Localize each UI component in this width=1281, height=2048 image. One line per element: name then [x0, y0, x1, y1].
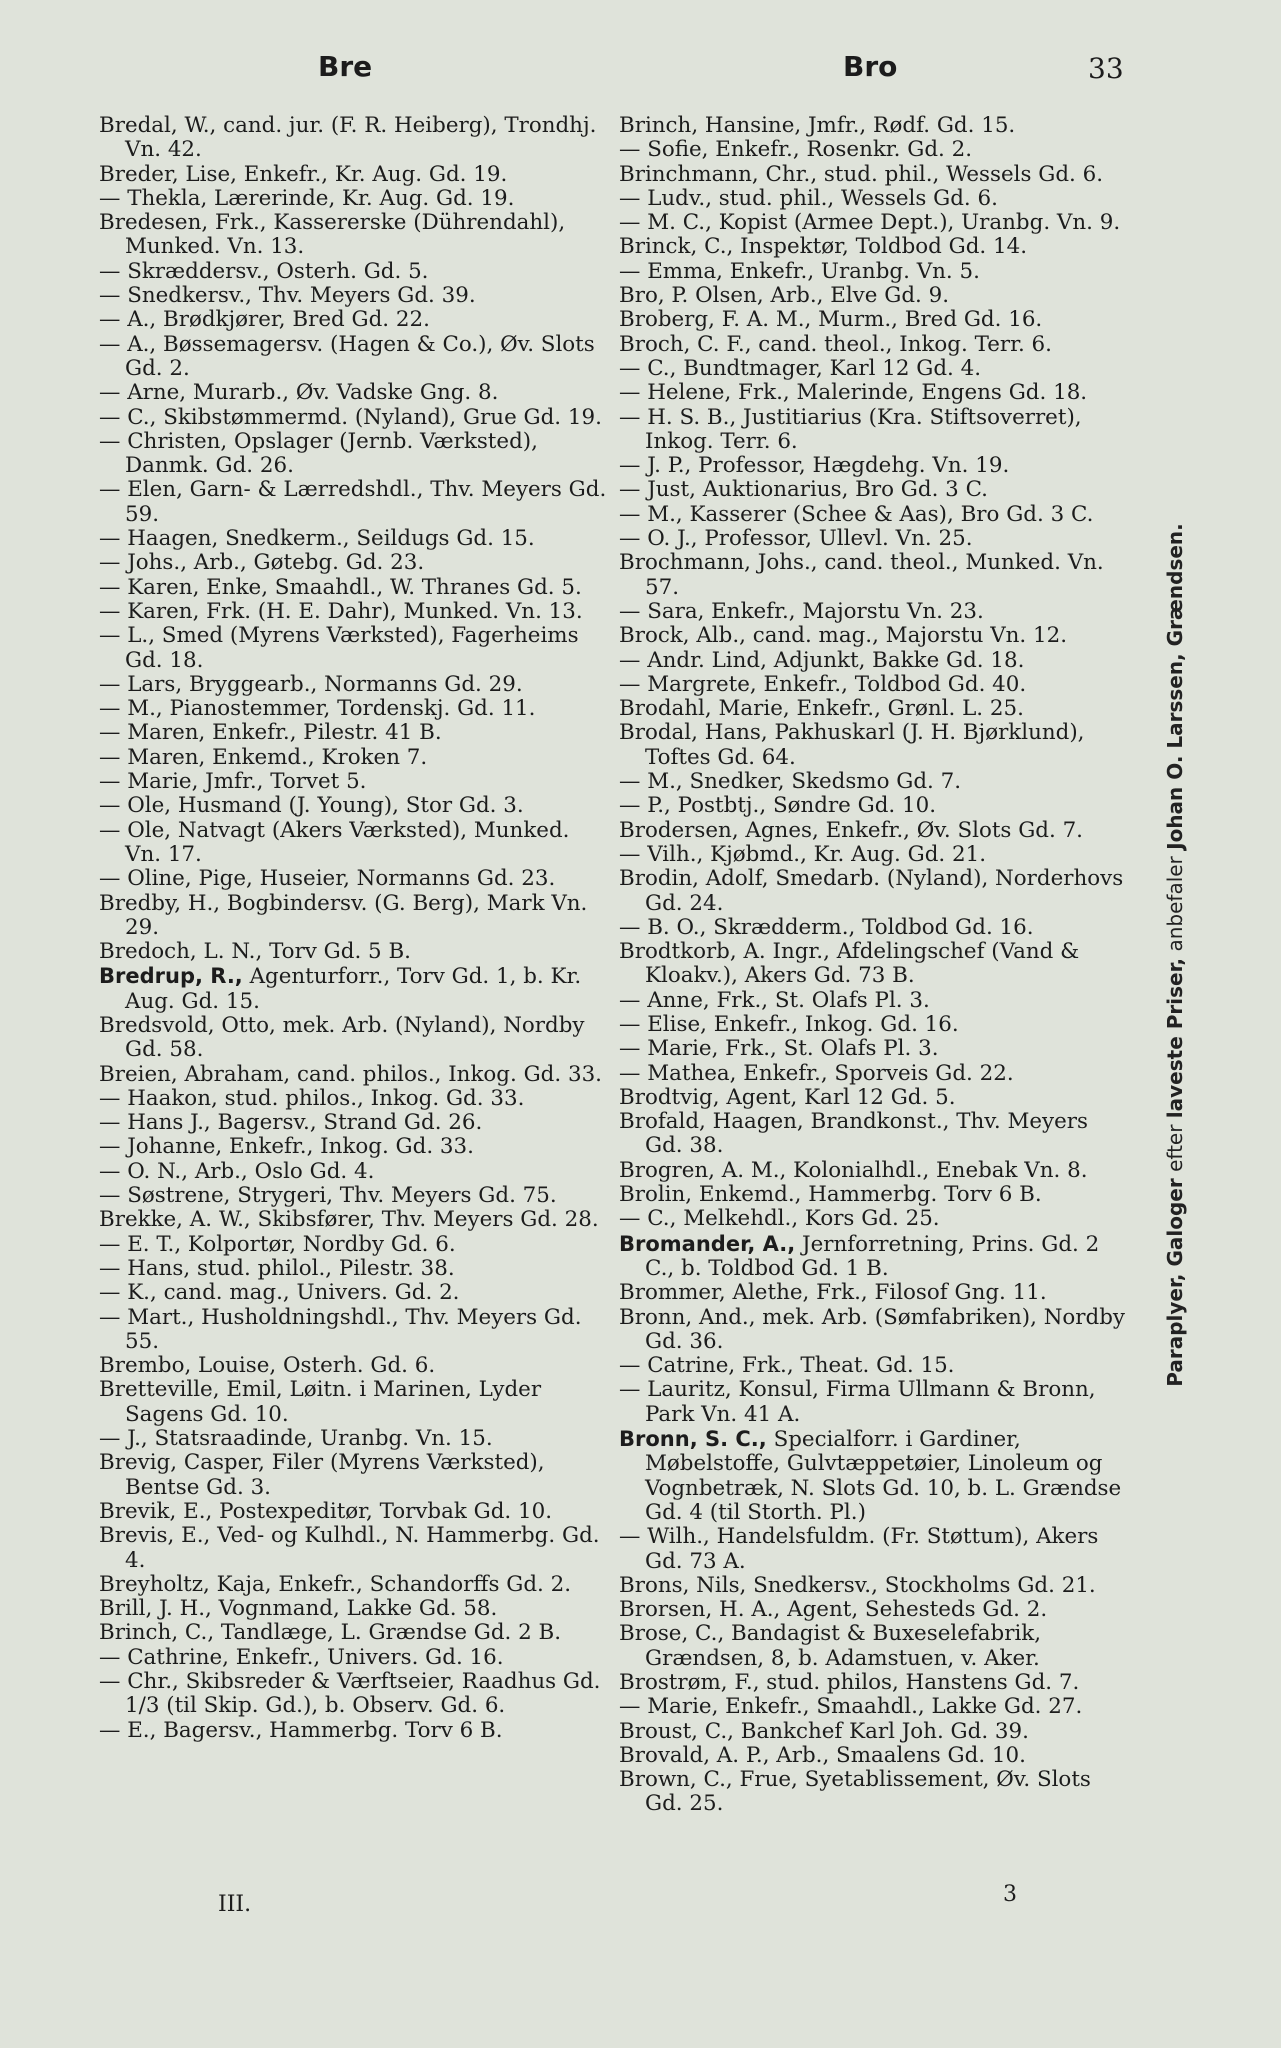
entry-text: — Emma, Enkefr., Uranbg. Vn. 5. — [619, 258, 980, 284]
directory-entry — [99, 1500, 607, 1524]
directory-entry — [99, 333, 607, 382]
directory-entry — [619, 406, 1127, 455]
directory-entry — [99, 114, 607, 163]
entry-text: Broberg, F. A. M., Murm., Bred Gd. 16. — [619, 307, 1043, 333]
entry-text: — Marie, Enkefr., Smaahdl., Lakke Gd. 27. — [619, 1694, 1083, 1720]
directory-entry — [99, 721, 607, 745]
entry-text: — Elise, Enkefr., Inkog. Gd. 16. — [619, 1011, 959, 1037]
entry-text: — Cathrine, Enkefr., Univers. Gd. 16. — [99, 1644, 504, 1670]
entry-text: — M., Snedker, Skedsmo Gd. 7. — [619, 769, 962, 795]
entry-bold-name: Bronn, S. C., — [619, 1427, 767, 1452]
directory-entry — [619, 381, 1127, 405]
entry-text: — Anne, Frk., St. Olafs Pl. 3. — [619, 987, 930, 1013]
directory-entry — [619, 260, 1127, 284]
entry-bold-name: Bredrup, R., — [99, 964, 243, 989]
entry-text: — Sofie, Enkefr., Rosenkr. Gd. 2. — [619, 137, 973, 163]
entry-text: — Lauritz, Konsul, Firma Ullmann & Bronn, Park Vn. 41 A. — [619, 1377, 1096, 1427]
directory-entry — [99, 1621, 607, 1645]
directory-entry — [619, 114, 1127, 138]
entry-text: Brinchmann, Chr., stud. phil., Wessels Gd. 6. — [619, 161, 1104, 187]
entry-text: — A., Brødkjører, Bred Gd. 22. — [99, 307, 430, 333]
entry-text: Brodahl, Marie, Enkefr., Grønl. L. 25. — [619, 696, 1024, 722]
directory-entry — [99, 576, 607, 600]
entry-text: — C., Melkehdl., Kors Gd. 25. — [619, 1206, 940, 1232]
directory-entry — [99, 867, 607, 891]
directory-entry — [619, 138, 1127, 162]
directory-entry — [99, 430, 607, 479]
directory-entry — [619, 1086, 1127, 1110]
entry-text: Brofald, Haagen, Brandkonst., Thv. Meyers Gd. 38. — [619, 1109, 1088, 1159]
footer-signature-mark: III. — [218, 1892, 252, 1917]
directory-entry — [99, 697, 607, 721]
directory-entry — [99, 478, 607, 527]
directory-entry — [99, 1014, 607, 1063]
left-column — [99, 114, 607, 1743]
directory-entry — [619, 163, 1127, 187]
directory-entry — [619, 916, 1127, 940]
directory-entry — [99, 284, 607, 308]
entry-text: Brinck, C., Inspektør, Toldbod Gd. 14. — [619, 234, 1028, 260]
entry-text: Bredesen, Frk., Kassererske (Dührendahl), Munked. Vn. 13. — [99, 210, 566, 260]
entry-text: Brodin, Adolf, Smedarb. (Nyland), Norderhovs Gd. 24. — [619, 866, 1124, 916]
directory-entry — [619, 1744, 1127, 1768]
ad-normal-1: efter — [1163, 1118, 1187, 1179]
directory-entry — [619, 454, 1127, 478]
entry-text: — M. C., Kopist (Armee Dept.), Uranbg. Vn. 9. — [619, 210, 1121, 236]
directory-entry — [619, 1574, 1127, 1598]
directory-entry — [99, 1646, 607, 1670]
entry-text: Brinch, C., Tandlæge, L. Grændse Gd. 2 B. — [99, 1620, 562, 1646]
directory-entry — [99, 673, 607, 697]
footer-sheet-number: 3 — [1003, 1882, 1017, 1907]
entry-text: Brommer, Alethe, Frk., Filosof Gng. 11. — [619, 1280, 1047, 1306]
directory-entry — [99, 600, 607, 624]
directory-entry — [619, 1427, 1127, 1525]
directory-entry — [619, 1622, 1127, 1671]
ad-normal-2: anbefaler — [1163, 849, 1187, 958]
entry-text: — M., Kasserer (Schee & Aas), Bro Gd. 3 C. — [619, 501, 1094, 527]
entry-text: — Lars, Bryggearb., Normanns Gd. 29. — [99, 671, 523, 697]
directory-entry — [619, 721, 1127, 770]
directory-entry — [99, 1670, 607, 1719]
entry-text: Brodersen, Agnes, Enkefr., Øv. Slots Gd. 7. — [619, 817, 1083, 843]
entry-text: — Catrine, Frk., Theat. Gd. 15. — [619, 1353, 955, 1379]
entry-text: Brembo, Louise, Osterh. Gd. 6. — [99, 1353, 436, 1379]
entry-text: — A., Bøssemagersv. (Hagen & Co.), Øv. Slots Gd. 2. — [99, 331, 595, 381]
directory-entry — [99, 794, 607, 818]
directory-entry — [619, 1598, 1127, 1622]
directory-entry — [619, 843, 1127, 867]
entry-text: — Thekla, Lærerinde, Kr. Aug. Gd. 19. — [99, 185, 515, 211]
directory-entry — [99, 527, 607, 551]
entry-text: Agenturforr., Torv Gd. 1, b. Kr. Aug. Gd. 15. — [125, 964, 582, 1014]
directory-entry — [619, 551, 1127, 600]
entry-text: Brovald, A. P., Arb., Smaalens Gd. 10. — [619, 1742, 1026, 1768]
directory-entry — [99, 1111, 607, 1135]
entry-text: Broust, C., Bankchef Karl Joh. Gd. 39. — [619, 1718, 1029, 1744]
directory-entry — [619, 1110, 1127, 1159]
directory-entry — [619, 867, 1127, 916]
directory-entry — [619, 527, 1127, 551]
directory-entry — [619, 1525, 1127, 1574]
header-center-keyword: Bro — [843, 50, 898, 83]
entry-text: Brostrøm, F., stud. philos, Hanstens Gd. 7. — [619, 1670, 1080, 1695]
entry-text: Bro, P. Olsen, Arb., Elve Gd. 9. — [619, 283, 950, 309]
entry-text: Breyholtz, Kaja, Enkefr., Schandorffs Gd. 2. — [99, 1571, 572, 1597]
entry-text: Brinch, Hansine, Jmfr., Rødf. Gd. 15. — [619, 113, 1016, 138]
entry-text: — M., Pianostemmer, Tordenskj. Gd. 11. — [99, 696, 536, 722]
entry-text: Specialforr. i Gardiner, Møbelstoffe, Gulvtæppetøier, Linoleum og Vognbetræk, N. Slots Gd. 10, b. L. Grændse Gd. 4 (til Storth. Pl.) — [645, 1427, 1122, 1525]
entry-text: Brevis, E., Ved- og Kulhdl., N. Hammerbg. Gd. 4. — [99, 1523, 600, 1573]
directory-entry — [99, 1427, 607, 1451]
directory-entry — [619, 1768, 1127, 1817]
entry-text: — Maren, Enkefr., Pilestr. 41 B. — [99, 720, 442, 746]
entry-text: — Vilh., Kjøbmd., Kr. Aug. Gd. 21. — [619, 841, 987, 867]
directory-entry — [619, 989, 1127, 1013]
page-number: 33 — [1088, 52, 1124, 85]
directory-entry — [619, 649, 1127, 673]
directory-entry — [99, 1160, 607, 1184]
entry-text: — Ole, Husmand (J. Young), Stor Gd. 3. — [99, 793, 524, 819]
directory-entry — [99, 892, 607, 941]
directory-entry — [619, 1671, 1127, 1695]
directory-entry — [619, 770, 1127, 794]
directory-entry — [619, 308, 1127, 332]
entry-text: — Karen, Frk. (H. E. Dahr), Munked. Vn. 13. — [99, 598, 583, 624]
directory-entry — [619, 673, 1127, 697]
entry-text: — Wilh., Handelsfuldm. (Fr. Støttum), Akers Gd. 73 A. — [619, 1524, 1099, 1574]
directory-entry — [619, 1378, 1127, 1427]
directory-entry — [99, 211, 607, 260]
directory-entry — [99, 406, 607, 430]
ad-bold-1: Paraplyer, Galoger — [1163, 1178, 1187, 1387]
entry-text: — Johanne, Enkefr., Inkog. Gd. 33. — [99, 1134, 474, 1160]
entry-text: — Haagen, Snedkerm., Seildugs Gd. 15. — [99, 526, 535, 552]
directory-entry — [99, 1184, 607, 1208]
entry-text: — O. N., Arb., Oslo Gd. 4. — [99, 1158, 375, 1184]
directory-entry — [99, 819, 607, 868]
directory-entry — [619, 624, 1127, 648]
entry-text: Brolin, Enkemd., Hammerbg. Torv 6 B. — [619, 1182, 1042, 1208]
entry-text: Broch, C. F., cand. theol., Inkog. Terr. 6. — [619, 331, 1052, 357]
entry-text: — K., cand. mag., Univers. Gd. 2. — [99, 1280, 460, 1306]
directory-entry — [99, 1208, 607, 1232]
entry-text: Brill, J. H., Vognmand, Lakke Gd. 58. — [99, 1596, 498, 1622]
entry-text: — Hans, stud. philol., Pilestr. 38. — [99, 1255, 455, 1281]
entry-text: — Elen, Garn- & Lærredshdl., Thv. Meyers Gd. 59. — [99, 477, 607, 527]
entry-text: — Helene, Frk., Malerinde, Engens Gd. 18. — [619, 380, 1088, 406]
entry-text: Jernforretning, Prins. Gd. 2 C., b. Toldbod Gd. 1 B. — [645, 1231, 1100, 1281]
entry-text: — Karen, Enke, Smaahdl., W. Thranes Gd. 5. — [99, 574, 582, 600]
directory-entry — [99, 1719, 607, 1743]
entry-text: — Andr. Lind, Adjunkt, Bakke Gd. 18. — [619, 647, 1025, 673]
entry-text: — Haakon, stud. philos., Inkog. Gd. 33. — [99, 1085, 525, 1111]
directory-entry — [619, 1159, 1127, 1183]
directory-entry — [99, 1257, 607, 1281]
directory-entry — [99, 163, 607, 187]
entry-bold-name: Bromander, A., — [619, 1231, 796, 1256]
directory-entry — [99, 1378, 607, 1427]
entry-text: Brodtkorb, A. Ingr., Afdelingschef (Vand & Kloakv.), Akers Gd. 73 B. — [619, 939, 1080, 989]
entry-text: — E., Bagersv., Hammerbg. Torv 6 B. — [99, 1717, 503, 1743]
entry-text: Brekke, A. W., Skibsfører, Thv. Meyers Gd. 28. — [99, 1207, 599, 1233]
entry-text: — B. O., Skrædderm., Toldbod Gd. 16. — [619, 914, 1034, 940]
directory-entry — [99, 940, 607, 964]
entry-text: — P., Postbtj., Søndre Gd. 10. — [619, 793, 937, 819]
directory-entry — [99, 770, 607, 794]
entry-text: — Margrete, Enkefr., Toldbod Gd. 40. — [619, 671, 1027, 697]
entry-text: Bronn, And., mek. Arb. (Sømfabriken), Nordby Gd. 36. — [619, 1304, 1125, 1354]
directory-entry — [99, 260, 607, 284]
ad-bold-3: Johan O. Larssen, Grændsen. — [1163, 523, 1187, 850]
entry-text: Breien, Abraham, cand. philos., Inkog. Gd. 33. — [99, 1061, 602, 1087]
entry-text: Bredsvold, Otto, mek. Arb. (Nyland), Nordby Gd. 58. — [99, 1012, 585, 1063]
directory-entry — [619, 1013, 1127, 1037]
directory-entry — [619, 1183, 1127, 1207]
entry-text: Bredal, W., cand. jur. (F. R. Heiberg), Trondhj. Vn. 42. — [99, 113, 597, 163]
entry-text: — Hans J., Bagersv., Strand Gd. 26. — [99, 1110, 483, 1136]
entry-text: — Ole, Natvagt (Akers Værksted), Munked. Vn. 17. — [99, 817, 570, 867]
entry-text: Brevig, Casper, Filer (Myrens Værksted), Bentse Gd. 3. — [99, 1450, 545, 1500]
entry-text: — L., Smed (Myrens Værksted), Fagerheims Gd. 18. — [99, 623, 579, 673]
entry-text: — Mathea, Enkefr., Sporveis Gd. 22. — [619, 1060, 1014, 1086]
header-left-keyword: Bre — [318, 50, 373, 83]
directory-entry — [99, 1306, 607, 1355]
vertical-advertisement — [1115, 440, 1187, 1470]
directory-entry — [619, 1062, 1127, 1086]
directory-entry — [619, 697, 1127, 721]
directory-entry — [619, 819, 1127, 843]
directory-entry — [619, 1695, 1127, 1719]
entry-text: — Arne, Murarb., Øv. Vadske Gng. 8. — [99, 380, 499, 406]
entry-text: — Mart., Husholdningshdl., Thv. Meyers Gd. 55. — [99, 1304, 582, 1354]
entry-text: — Sara, Enkefr., Majorstu Vn. 23. — [619, 598, 984, 624]
directory-entry — [99, 746, 607, 770]
entry-text: — C., Bundtmager, Karl 12 Gd. 4. — [619, 355, 982, 381]
directory-entry — [619, 1037, 1127, 1061]
directory-entry — [619, 357, 1127, 381]
entry-text: — Søstrene, Strygeri, Thv. Meyers Gd. 75. — [99, 1183, 557, 1209]
entry-text: Breder, Lise, Enkefr., Kr. Aug. Gd. 19. — [99, 161, 508, 187]
directory-entry — [619, 794, 1127, 818]
entry-text: Bretteville, Emil, Løitn. i Marinen, Lyder Sagens Gd. 10. — [99, 1377, 542, 1427]
directory-entry — [619, 1720, 1127, 1744]
entry-text: — C., Skibstømmermd. (Nyland), Grue Gd. 19. — [99, 404, 602, 430]
directory-entry — [99, 381, 607, 405]
directory-entry — [619, 478, 1127, 502]
right-column — [619, 114, 1127, 1817]
entry-text: — Skræddersv., Osterh. Gd. 5. — [99, 258, 429, 284]
entry-text: — Christen, Opslager (Jernb. Værksted), Danmk. Gd. 26. — [99, 428, 538, 479]
entry-text: — Marie, Jmfr., Torvet 5. — [99, 769, 367, 795]
entry-text: — O. J., Professor, Ullevl. Vn. 25. — [619, 526, 973, 552]
directory-entry — [619, 284, 1127, 308]
entry-text: — H. S. B., Justitiarius (Kra. Stiftsoverret), Inkog. Terr. 6. — [619, 404, 1082, 454]
directory-entry — [619, 1207, 1127, 1231]
directory-entry — [619, 1354, 1127, 1378]
entry-text: — Johs., Arb., Gøtebg. Gd. 23. — [99, 550, 425, 576]
directory-entry — [99, 1451, 607, 1500]
entry-text: — Oline, Pige, Huseier, Normanns Gd. 23. — [99, 866, 556, 892]
entry-text: — Just, Auktionarius, Bro Gd. 3 C. — [619, 477, 988, 503]
ad-bold-2: laveste Priser, — [1163, 957, 1187, 1119]
directory-entry — [619, 333, 1127, 357]
entry-text: Brochmann, Johs., cand. theol., Munked. Vn. 57. — [619, 550, 1104, 600]
directory-entry — [619, 940, 1127, 989]
directory-entry — [99, 551, 607, 575]
entry-text: — J. P., Professor, Hægdehg. Vn. 19. — [619, 453, 1010, 479]
entry-text: Brorsen, H. A., Agent, Sehesteds Gd. 2. — [619, 1597, 1048, 1623]
directory-entry — [619, 211, 1127, 235]
directory-entry — [619, 1306, 1127, 1355]
directory-entry — [619, 600, 1127, 624]
directory-entry — [99, 1573, 607, 1597]
directory-entry — [99, 624, 607, 673]
directory-entry — [99, 308, 607, 332]
entry-text: Brodtvig, Agent, Karl 12 Gd. 5. — [619, 1084, 956, 1110]
directory-entry — [619, 187, 1127, 211]
entry-text: Brogren, A. M., Kolonialhdl., Enebak Vn. 8. — [619, 1157, 1088, 1183]
directory-entry — [99, 1135, 607, 1159]
directory-entry — [619, 503, 1127, 527]
entry-text: — Maren, Enkemd., Kroken 7. — [99, 744, 428, 770]
entry-text: — Ludv., stud. phil., Wessels Gd. 6. — [619, 185, 998, 211]
directory-entry — [99, 1281, 607, 1305]
entry-text: — Marie, Frk., St. Olafs Pl. 3. — [619, 1036, 939, 1062]
directory-entry — [99, 1063, 607, 1087]
entry-text: — J., Statsraadinde, Uranbg. Vn. 15. — [99, 1426, 493, 1452]
entry-text: Bredby, H., Bogbindersv. (G. Berg), Mark Vn. 29. — [99, 890, 588, 940]
directory-entry — [99, 1233, 607, 1257]
directory-entry — [619, 1232, 1127, 1282]
entry-text: Brons, Nils, Snedkersv., Stockholms Gd. 21. — [619, 1572, 1096, 1598]
directory-entry — [99, 1087, 607, 1111]
directory-entry — [99, 1597, 607, 1621]
entry-text: — Chr., Skibsreder & Værftseier, Raadhus Gd. 1/3 (til Skip. Gd.), b. Observ. Gd. 6. — [99, 1669, 601, 1719]
entry-text: Brose, C., Bandagist & Buxeselefabrik, Grændsen, 8, b. Adamstuen, v. Aker. — [619, 1621, 1042, 1671]
directory-entry — [99, 1524, 607, 1573]
directory-entry — [99, 1354, 607, 1378]
directory-entry — [99, 187, 607, 211]
entry-text: — Snedkersv., Thv. Meyers Gd. 39. — [99, 283, 476, 309]
directory-entry — [619, 1281, 1127, 1305]
directory-entry — [99, 964, 607, 1014]
directory-entry — [619, 235, 1127, 259]
entry-text: Brodal, Hans, Pakhuskarl (J. H. Bjørklund), Toftes Gd. 64. — [619, 720, 1085, 770]
entry-text: Brock, Alb., cand. mag., Majorstu Vn. 12. — [619, 623, 1068, 649]
entry-text: Bredoch, L. N., Torv Gd. 5 B. — [99, 939, 411, 965]
entry-text: Brown, C., Frue, Syetablissement, Øv. Slots Gd. 25. — [619, 1767, 1091, 1817]
entry-text: Brevik, E., Postexpeditør, Torvbak Gd. 10. — [99, 1498, 553, 1524]
entry-text: — E. T., Kolportør, Nordby Gd. 6. — [99, 1231, 456, 1257]
